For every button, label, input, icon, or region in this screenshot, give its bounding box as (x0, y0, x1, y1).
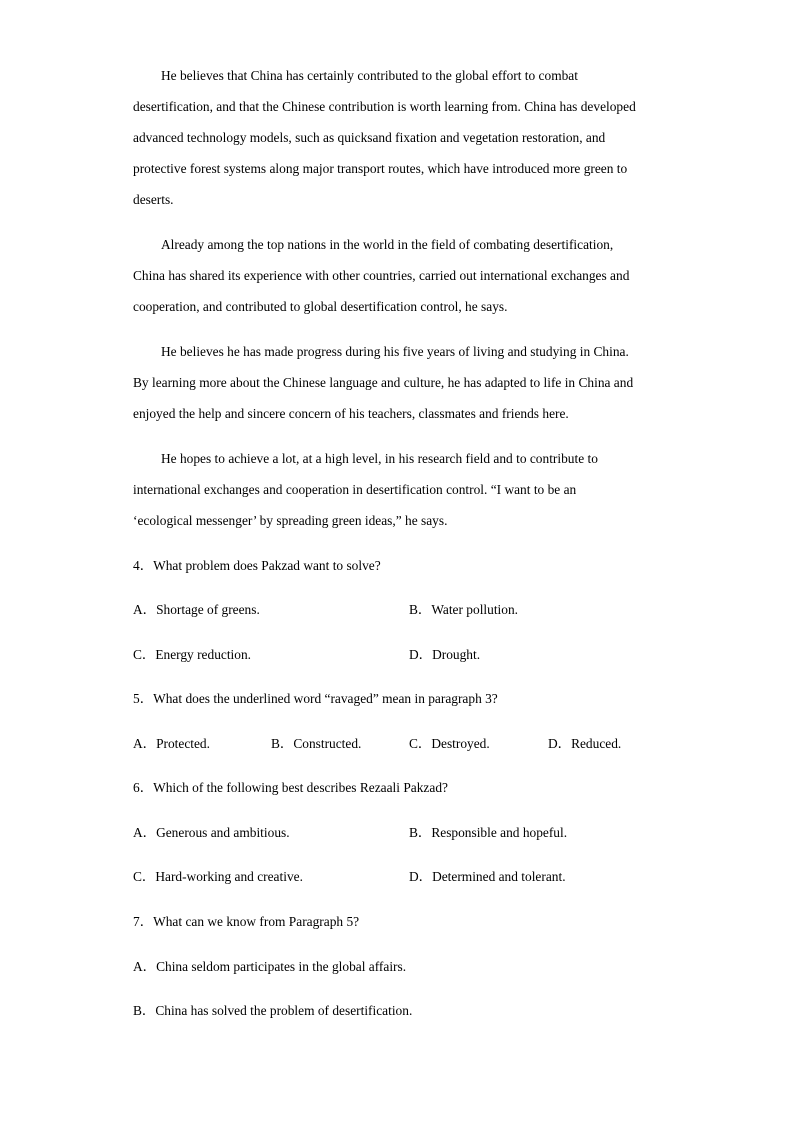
question-text: Which of the following best describes Rezaali Pakzad? (153, 780, 448, 795)
paragraph-line: desertification, and that the Chinese contribution is worth learning from. China has developed (133, 99, 636, 114)
question-5-option-a (133, 734, 210, 754)
option-label: A． (133, 736, 157, 751)
question-text: What does the underlined word “ravaged” mean in paragraph 3? (153, 691, 498, 706)
option-text: Drought. (432, 647, 481, 662)
option-label: C． (133, 869, 156, 884)
question-5 (133, 689, 498, 709)
question-number: 4． (133, 558, 154, 573)
question-4-option-b (409, 600, 518, 620)
question-number: 5． (133, 691, 154, 706)
option-label: C． (409, 736, 432, 751)
option-text: Hard-working and creative. (155, 869, 303, 884)
question-5-option-c (409, 734, 490, 754)
question-4 (133, 556, 381, 576)
paragraph-line: Already among the top nations in the world in the field of combating desertification, (161, 237, 614, 252)
option-text: Water pollution. (431, 602, 519, 617)
passage-paragraph-4 (133, 443, 663, 536)
question-5-option-d (548, 734, 621, 754)
paragraph-line: He believes he has made progress during his five years of living and studying in China. (161, 344, 629, 359)
paragraph-line: international exchanges and cooperation in desertification control. “I want to be an (133, 482, 577, 497)
question-number: 7． (133, 914, 154, 929)
paragraph-line: ‘ecological messenger’ by spreading green ideas,” he says. (133, 513, 448, 528)
paragraph-line: advanced technology models, such as quicksand fixation and vegetation restoration, and (133, 130, 606, 145)
question-number: 6． (133, 780, 154, 795)
question-4-option-c (133, 645, 251, 665)
option-label: A． (133, 959, 157, 974)
passage-paragraph-2 (133, 229, 663, 322)
question-6-option-a (133, 823, 290, 843)
option-label: B． (133, 1003, 156, 1018)
option-text: Responsible and hopeful. (431, 825, 568, 840)
paragraph-line: cooperation, and contributed to global desertification control, he says. (133, 299, 508, 314)
paragraph-line: He believes that China has certainly contributed to the global effort to combat (161, 68, 578, 83)
option-text: Reduced. (571, 736, 622, 751)
paragraph-line: China has shared its experience with other countries, carried out international exchanges and (133, 268, 630, 283)
option-text: China seldom participates in the global affairs. (156, 959, 407, 974)
paragraph-line: enjoyed the help and sincere concern of his teachers, classmates and friends here. (133, 406, 569, 421)
option-label: D． (548, 736, 572, 751)
option-text: Energy reduction. (155, 647, 252, 662)
question-6 (133, 778, 448, 798)
option-label: A． (133, 602, 157, 617)
question-6-option-b (409, 823, 567, 843)
paragraph-line: By learning more about the Chinese language and culture, he has adapted to life in China and (133, 375, 634, 390)
option-text: Determined and tolerant. (432, 869, 566, 884)
question-7 (133, 912, 359, 932)
option-label: D． (409, 869, 433, 884)
option-label: C． (133, 647, 156, 662)
option-label: B． (409, 602, 432, 617)
option-label: B． (271, 736, 294, 751)
option-label: A． (133, 825, 157, 840)
option-text: Protected. (156, 736, 210, 751)
question-text: What can we know from Paragraph 5? (153, 914, 360, 929)
option-text: Shortage of greens. (156, 602, 260, 617)
paragraph-line: deserts. (133, 192, 174, 207)
option-text: China has solved the problem of desertification. (155, 1003, 413, 1018)
question-7-option-a (133, 957, 406, 977)
question-text: What problem does Pakzad want to solve? (153, 558, 381, 573)
question-4-option-d (409, 645, 480, 665)
question-4-option-a (133, 600, 260, 620)
option-text: Generous and ambitious. (156, 825, 290, 840)
paragraph-line: He hopes to achieve a lot, at a high level, in his research field and to contribute to (161, 451, 598, 466)
question-6-option-d (409, 867, 566, 887)
question-6-option-c (133, 867, 303, 887)
passage-paragraph-1 (133, 60, 663, 215)
passage-paragraph-3 (133, 336, 663, 429)
question-7-option-b (133, 1001, 412, 1021)
option-text: Destroyed. (431, 736, 490, 751)
option-text: Constructed. (293, 736, 362, 751)
paragraph-line: protective forest systems along major transport routes, which have introduced more green to (133, 161, 628, 176)
option-label: D． (409, 647, 433, 662)
question-5-option-b (271, 734, 361, 754)
option-label: B． (409, 825, 432, 840)
